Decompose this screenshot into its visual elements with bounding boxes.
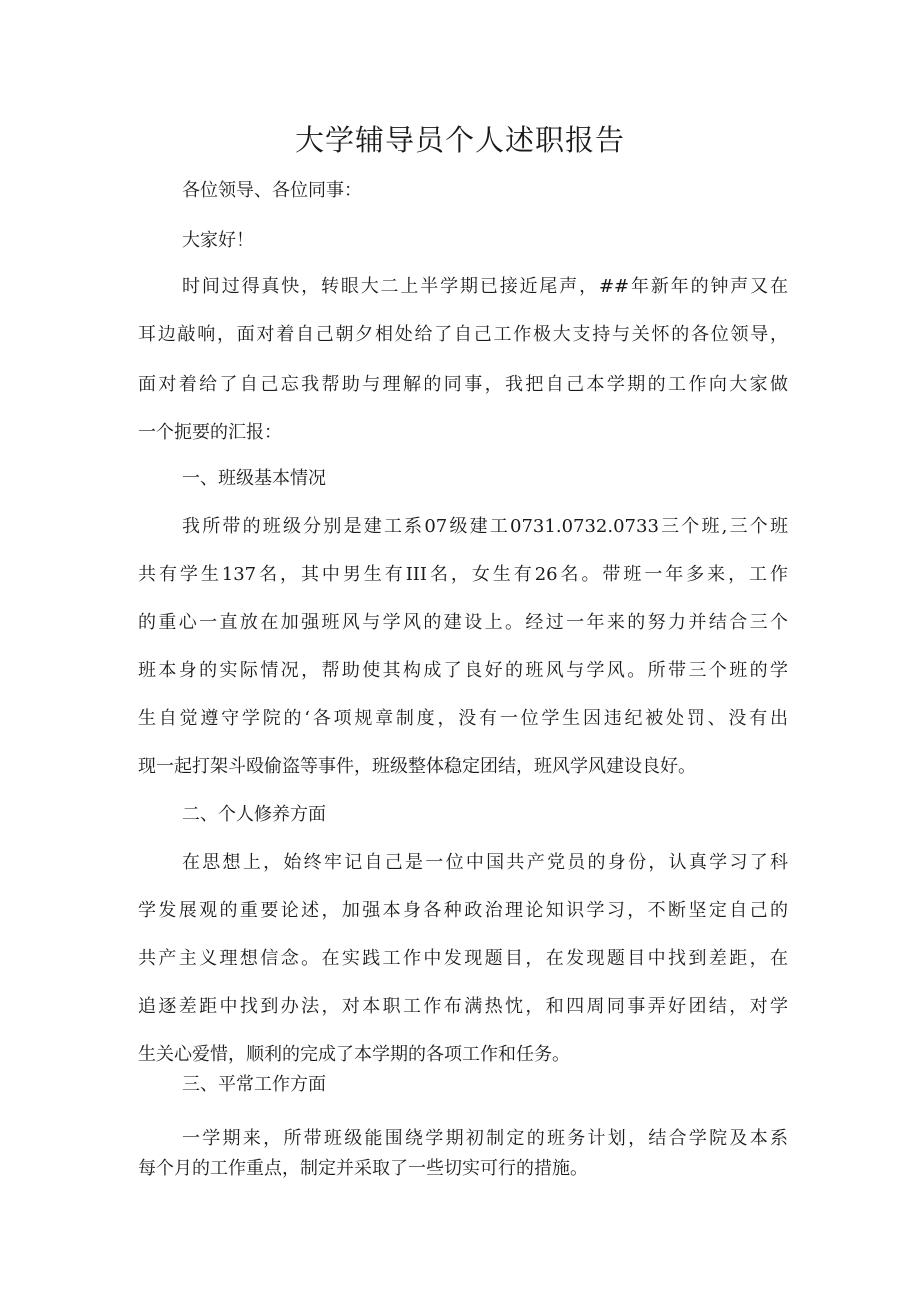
paragraph-line: 追逐差距中找到办法，对本职工作布满热忱，和四周同事弄好团结，对学 (138, 996, 788, 1017)
paragraph-line: 在思想上，始终牢记自己是一位中国共产党员的身份，认真学习了科 (182, 852, 788, 873)
greeting-line: 各位领导、各位同事： (182, 180, 362, 201)
document-title: 大学辅导员个人述职报告 (294, 123, 625, 157)
paragraph-line: 生自觉遵守学院的‘各项规章制度，没有一位学生因违纪被处罚、没有出 (138, 708, 788, 729)
paragraph-line: 面对着给了自己忘我帮助与理解的同事，我把自己本学期的工作向大家做 (138, 374, 788, 395)
paragraph-line: 现一起打架斗殴偷盗等事件，班级整体稳定团结，班风学风建设良好。 (138, 756, 696, 777)
paragraph-line: 班本身的实际情况，帮助使其构成了良好的班风与学风。所带三个班的学 (138, 660, 788, 681)
paragraph-line: 生关心爱惜，顺利的完成了本学期的各项工作和任务。 (138, 1044, 570, 1065)
paragraph-line: 共产主义理想信念。在实践工作中发现题目，在发现题目中找到差距，在 (138, 948, 788, 969)
paragraph-line: 共有学生137名，其中男生有III名，女生有26名。带班一年多来，工作 (138, 564, 788, 585)
paragraph-line: 的重心一直放在加强班风与学风的建设上。经过一年来的努力并结合三个 (138, 612, 788, 633)
paragraph-line: 我所带的班级分别是建工系07级建工0731.0732.0733三个班,三个班 (182, 516, 788, 537)
salutation-line: 大家好！ (182, 230, 254, 251)
paragraph-line: 学发展观的重要论述，加强本身各种政治理论知识学习，不断坚定自己的 (138, 900, 788, 921)
paragraph-line: 时间过得真快，转眼大二上半学期已接近尾声，##年新年的钟声又在 (182, 276, 788, 297)
paragraph-line: 每个月的工作重点，制定并采取了一些切实可行的措施。 (138, 1158, 588, 1179)
paragraph-line: 一学期来，所带班级能围绕学期初制定的班务计划，结合学院及本系 (182, 1128, 788, 1149)
paragraph-line: 耳边敲响，面对着自己朝夕相处给了自己工作极大支持与关怀的各位领导， (138, 324, 788, 345)
section-heading: 二、个人修养方面 (182, 804, 326, 825)
section-heading: 一、班级基本情况 (182, 468, 326, 489)
section-heading: 三、平常工作方面 (182, 1074, 326, 1095)
paragraph-line: 一个扼要的汇报： (138, 422, 282, 443)
